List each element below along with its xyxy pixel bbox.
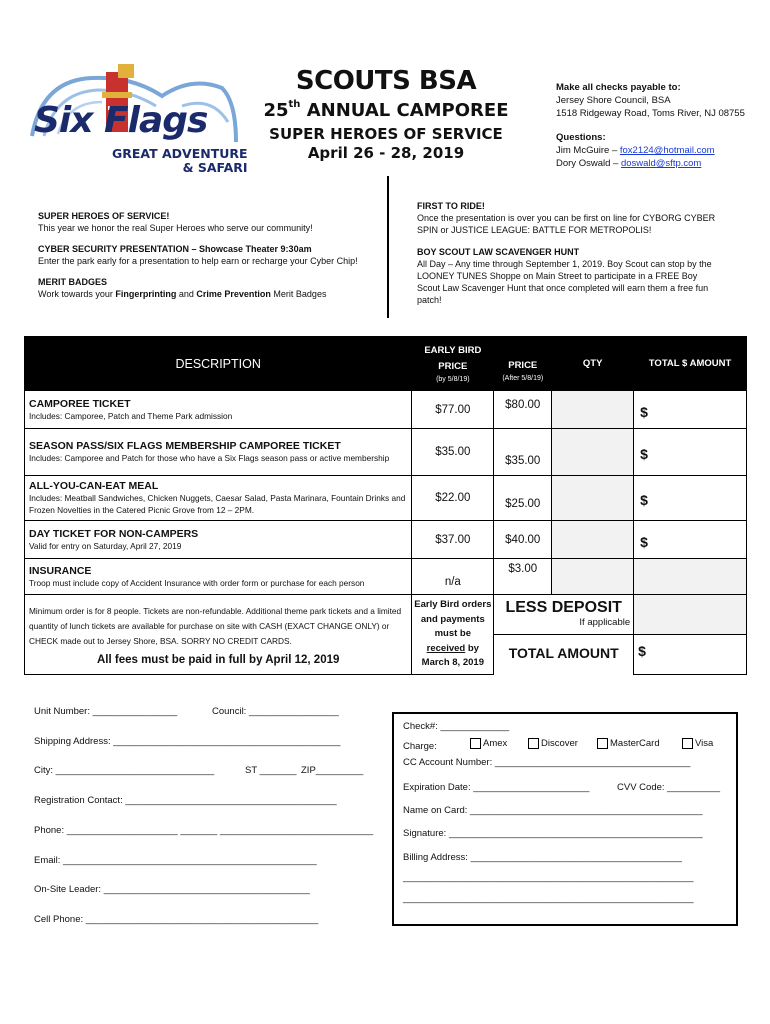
cc-account-field[interactable]: CC Account Number: _____________________________________ xyxy=(403,757,691,768)
shipping-address-field[interactable]: Shipping Address: ___________________________________________ xyxy=(34,736,341,747)
name-on-card-field[interactable]: Name on Card: ____________________________________________ xyxy=(403,805,703,816)
phone-field[interactable]: Phone: _____________________ _______ _____________________________ xyxy=(34,825,374,836)
total-field[interactable]: $ xyxy=(634,476,747,521)
event-theme: SUPER HEROES OF SERVICE xyxy=(269,125,503,143)
billing-address-line[interactable]: _______________________________________________________ xyxy=(403,872,694,883)
cell-phone-field[interactable]: Cell Phone: ____________________________________________ xyxy=(34,914,319,925)
total-amount-label: TOTAL AMOUNT xyxy=(508,645,619,661)
col-early-bird: EARLY BIRD PRICE (by 5/8/19) xyxy=(412,337,494,391)
email-link-oswald[interactable]: doswald@sftp.com xyxy=(620,158,702,169)
col-price: PRICE (After 5/8/19) xyxy=(494,337,552,391)
payable-info: Make all checks payable to: Jersey Shore Council, BSA 1518 Ridgeway Road, Toms River, NJ 08755 xyxy=(556,82,745,119)
total-field[interactable]: $ xyxy=(634,391,747,429)
qty-field[interactable] xyxy=(552,521,634,559)
table-footer xyxy=(25,595,747,675)
table-row: CAMPOREE TICKET Includes: Camporee, Patch and Theme Park admission $77.00 $80.00 $ xyxy=(25,391,747,429)
council-field[interactable]: Council: _________________ xyxy=(212,706,339,717)
check-number-field[interactable]: Check#: _____________ xyxy=(403,721,510,732)
logo-wordmark: Six Flags xyxy=(34,100,208,141)
cvv-field[interactable]: CVV Code: __________ xyxy=(617,782,720,793)
email-field[interactable]: Email: ________________________________________________ xyxy=(34,855,317,866)
visa-option[interactable]: Visa xyxy=(682,738,713,749)
charge-label: Charge: xyxy=(403,741,437,752)
total-field[interactable] xyxy=(634,559,747,595)
qty-field[interactable] xyxy=(552,429,634,476)
onsite-leader-field[interactable]: On-Site Leader: _______________________________________ xyxy=(34,884,310,895)
discover-option[interactable]: Discover xyxy=(528,738,578,749)
merit-badges: MERIT BADGES Work towards your Fingerprinting and Crime Prevention Merit Badges xyxy=(38,277,327,299)
email-link-mcguire[interactable]: fox2124@hotmail.com xyxy=(619,145,715,156)
early-bird-note: Early Bird orders and payments must be received by March 8, 2019 xyxy=(412,595,494,675)
qty-field[interactable] xyxy=(552,559,634,595)
amex-option[interactable]: Amex xyxy=(470,738,507,749)
mastercard-option[interactable]: MasterCard xyxy=(597,738,660,749)
amex-checkbox[interactable] xyxy=(470,738,481,749)
city-field[interactable]: City: ______________________________ xyxy=(34,765,215,776)
col-description: DESCRIPTION xyxy=(25,337,412,391)
zip-field[interactable]: ZIP_________ xyxy=(301,765,364,776)
table-header xyxy=(25,337,747,391)
page-title: SCOUTS BSA xyxy=(295,66,477,96)
logo-subtitle: GREAT ADVENTURE & SAFARI xyxy=(112,146,248,175)
fees-due: All fees must be paid in full by April 12, 2019 xyxy=(96,653,340,666)
qty-field[interactable] xyxy=(552,391,634,429)
unit-number-field[interactable]: Unit Number: ________________ xyxy=(34,706,178,717)
table-row: DAY TICKET FOR NON-CAMPERS Valid for entry on Saturday, April 27, 2019 $37.00 $40.00 $ xyxy=(25,521,747,559)
table-row: INSURANCE Troop must include copy of Accident Insurance with order form or purchase for each person n/a $3.00 xyxy=(25,559,747,595)
event-name: 25th ANNUAL CAMPOREE xyxy=(263,99,509,121)
discover-checkbox[interactable] xyxy=(528,738,539,749)
less-deposit-label: LESS DEPOSIT xyxy=(505,599,622,616)
if-applicable-label: If applicable xyxy=(579,617,631,628)
total-field[interactable]: $ xyxy=(634,429,747,476)
table-row: SEASON PASS/SIX FLAGS MEMBERSHIP CAMPOREE TICKET Includes: Camporee and Patch for those who have a Six Flags season pass or active membership $35.00 $35.00 $ xyxy=(25,429,747,476)
qty-field[interactable] xyxy=(552,476,634,521)
minimum-order-note: Minimum order is for 8 people. Tickets are non-refundable. Additional theme park tickets and a limited quantity of lunch tickets are available for purchase on site with CASH (EXACT CHANGE ONLY) or CHECK made out to Jersey Shore, BSA. SORRY NO CREDIT CARDS. All fees must be paid in full by April 12, 2019 xyxy=(25,595,412,675)
visa-checkbox[interactable] xyxy=(682,738,693,749)
signature-field[interactable]: Signature: ________________________________________________ xyxy=(403,828,703,839)
state-field[interactable]: ST _______ xyxy=(245,765,297,776)
table-row: ALL-YOU-CAN-EAT MEAL Includes: Meatball Sandwiches, Chicken Nuggets, Caesar Salad, Pasta Marinara, Fountain Drinks and Frozen Novelties in the Catered Picnic Grove from 12 – 2PM. $22.00 $25.00 $ xyxy=(25,476,747,521)
billing-address-line[interactable]: _______________________________________________________ xyxy=(403,893,694,904)
col-qty: QTY xyxy=(552,337,634,391)
col-total: TOTAL $ AMOUNT xyxy=(634,337,747,391)
right-info: FIRST TO RIDE! Once the presentation is over you can be first on line for CYBORG CYBER SPIN or JUSTICE LEAGUE: BATTLE FOR METROPOLIS! BOY SCOUT LAW SCAVENGER HUNT All Day – Any time through September 1, 2019. Boy Scout can stop by the LOONEY TUNES Shoppe on Main Street to participate in a FREE Boy Scout Law Scavenger Hunt that once completed will earn them a free fun patch! xyxy=(417,201,716,305)
price-table xyxy=(24,336,747,675)
event-dates: April 26 - 28, 2019 xyxy=(307,144,465,162)
left-info: SUPER HEROES OF SERVICE! This year we honor the real Super Heroes who serve our community! CYBER SECURITY PRESENTATION – Showcase Theater 9:30am Enter the park early for a presentation to help earn or recharge your Cyber Chip! MERIT BADGES Work towards your Fingerprinting and Crime Prevention Merit Badges xyxy=(38,210,383,309)
registration-contact-field[interactable]: Registration Contact: ________________________________________ xyxy=(34,795,337,806)
grand-total-field[interactable]: $ xyxy=(638,643,646,659)
deposit-field[interactable] xyxy=(634,595,746,635)
expiration-date-field[interactable]: Expiration Date: ______________________ xyxy=(403,782,590,793)
questions-info: Questions: Jim McGuire – fox2124@hotmail.com Dory Oswald – doswald@sftp.com xyxy=(556,132,715,169)
divider xyxy=(387,176,389,318)
total-field[interactable]: $ xyxy=(634,521,747,559)
billing-address-field[interactable]: Billing Address: ________________________________________ xyxy=(403,852,682,863)
mastercard-checkbox[interactable] xyxy=(597,738,608,749)
